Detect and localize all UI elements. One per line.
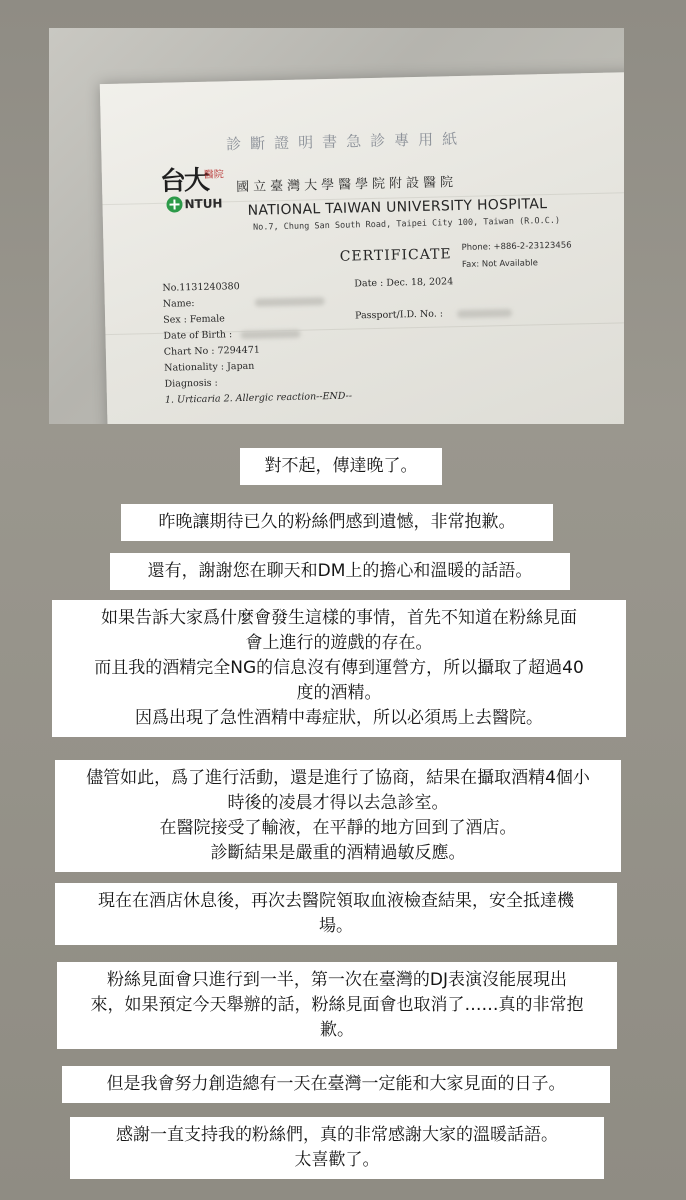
hospital-phone: Phone: +886-2-23123456 <box>461 240 572 254</box>
message-box-5 <box>55 760 621 872</box>
message-box-6 <box>55 883 617 945</box>
hospital-name-cn: 國立臺灣大學醫學院附設醫院 <box>235 175 458 196</box>
message-line: 還有，謝謝您在聊天和DM上的擔心和溫暖的話語。 <box>147 561 533 581</box>
message-line: 診斷結果是嚴重的酒精過敏反應。 <box>210 843 466 863</box>
redacted-dob <box>240 330 300 339</box>
name-label: Name: <box>162 298 195 310</box>
message-box-2 <box>121 504 553 541</box>
message-line: 粉絲見面會只進行到一半，第一次在臺灣的DJ表演沒能展現出 <box>106 970 568 990</box>
message-line: 但是我會努力創造總有一天在臺灣一定能和大家見面的日子。 <box>106 1074 566 1094</box>
hospital-logo <box>160 159 231 221</box>
hospital-name-en: NATIONAL TAIWAN UNIVERSITY HOSPITAL <box>247 196 548 219</box>
message-line: 儘管如此，爲了進行活動，還是進行了協商，結果在攝取酒精4個小 <box>86 768 590 788</box>
hospital-fax: Fax: Not Available <box>461 258 539 271</box>
message-line: 時後的凌晨才得以去急診室。 <box>227 793 449 813</box>
diagnosis-text: 1. Urticaria 2. Allergic reaction--END-- <box>164 390 353 406</box>
message-line: 現在在酒店休息後，再次去醫院領取血液檢查結果，安全抵達機 <box>98 891 574 911</box>
sex-field: Sex : Female <box>163 313 226 326</box>
message-line: 會上進行的遊戲的存在。 <box>245 633 433 653</box>
certificate-paper <box>100 72 624 424</box>
passport-label: Passport/I.D. No. : <box>354 308 444 322</box>
redacted-name <box>255 297 325 307</box>
chart-number: Chart No : 7294471 <box>163 344 260 358</box>
message-line: 昨晚讓期待已久的粉絲們感到遺憾，非常抱歉。 <box>158 512 516 532</box>
certificate-number: No.1131240380 <box>162 281 240 294</box>
nationality-field: Nationality : Japan <box>164 360 255 374</box>
certificate-title: CERTIFICATE <box>339 246 452 265</box>
message-line: 因爲出現了急性酒精中毒症狀，所以必須馬上去醫院。 <box>135 708 543 728</box>
message-line: 度的酒精。 <box>296 683 382 703</box>
message-line: 在醫院接受了輸液，在平靜的地方回到了酒店。 <box>159 818 517 838</box>
message-line: 如果告訴大家爲什麼會發生這樣的事情，首先不知道在粉絲見面 <box>101 608 577 628</box>
hospital-address: No.7, Chung San South Road, Taipei City 100, Taiwan (R.O.C.) <box>252 215 561 233</box>
medical-cross-icon <box>166 196 182 212</box>
message-box-4 <box>52 600 626 737</box>
certificate-date: Date : Dec. 18, 2024 <box>354 276 454 290</box>
message-line: 歉。 <box>320 1020 354 1040</box>
message-line: 場。 <box>319 916 353 936</box>
logo-main-text: 台大 <box>159 165 209 197</box>
certificate-header-cn: 診斷證明書急診專用紙 <box>225 129 467 154</box>
message-box-8 <box>62 1066 610 1103</box>
message-box-7 <box>57 962 617 1049</box>
logo-en-text: NTUH <box>184 196 223 212</box>
message-box-3 <box>110 553 570 590</box>
diagnosis-label: Diagnosis : <box>164 377 218 390</box>
message-line: 感謝一直支持我的粉絲們，真的非常感謝大家的溫暖話語。 <box>116 1125 558 1145</box>
dob-label: Date of Birth : <box>163 329 233 342</box>
message-box-1 <box>240 448 442 485</box>
redacted-passport <box>457 309 512 318</box>
message-line: 來，如果預定今天舉辦的話，粉絲見面會也取消了……真的非常抱 <box>90 995 584 1015</box>
message-line: 太喜歡了。 <box>294 1150 380 1170</box>
logo-sub-text: 醫院 <box>203 169 224 181</box>
message-box-9 <box>70 1117 604 1179</box>
message-line: 對不起，傳達晚了。 <box>264 456 418 476</box>
certificate-photo <box>49 28 624 424</box>
message-line: 而且我的酒精完全NG的信息沒有傳到運營方，所以攝取了超過40 <box>94 658 584 678</box>
